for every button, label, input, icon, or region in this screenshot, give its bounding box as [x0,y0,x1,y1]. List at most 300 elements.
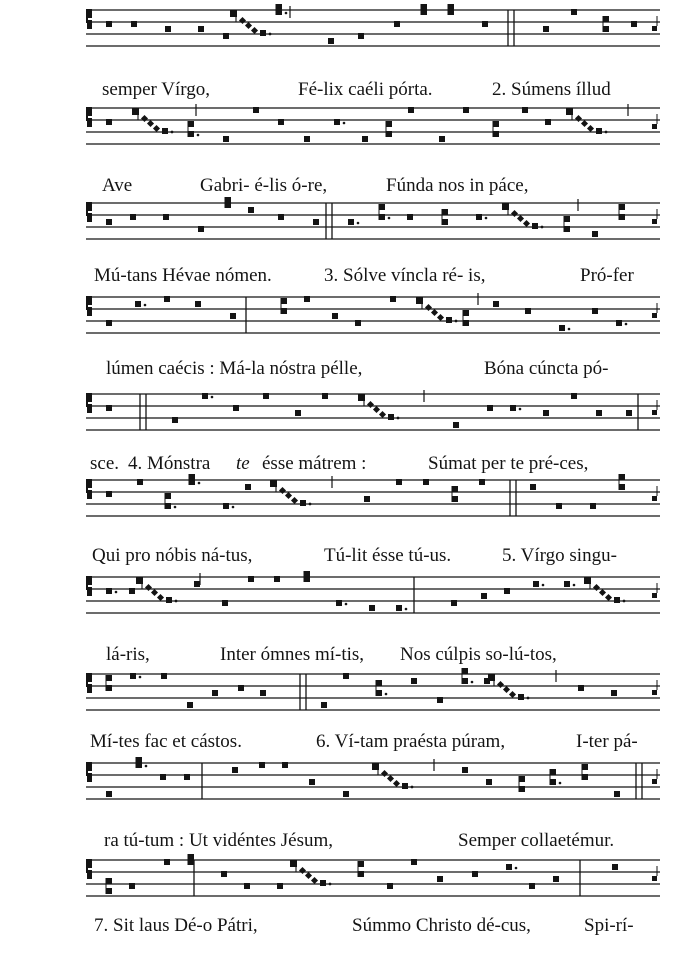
rhombus-note [299,867,306,874]
rhombus-note [153,125,160,132]
rhombus-note [605,594,612,601]
rhombus-note [503,686,510,693]
punctum [313,219,319,225]
punctum [596,410,602,416]
lyric-phrase-italic: te [236,453,250,474]
lyric-line-5 [0,452,688,476]
lyric-phrase: 4. Mónstra [128,453,211,474]
staff-3 [0,197,688,257]
punctum [172,417,178,423]
dot [197,134,200,137]
punctum [439,136,445,142]
punctum [394,21,400,27]
punctum [131,21,137,27]
dot [285,12,288,15]
lyric-phrase: sce. [90,453,120,474]
lyric-phrase: Pró-fer [580,265,634,286]
punctum [616,320,622,326]
punctum [442,219,448,225]
dot [625,323,628,326]
lyric-phrase: 6. Ví-tam praésta púram, [316,731,506,752]
lyric-phrase: Súmmo Christo dé-cus, [352,915,531,936]
punctum [129,883,135,889]
punctum [253,107,259,113]
punctum [619,204,625,210]
staff-8 [0,668,688,728]
punctum [233,405,239,411]
rhombus-note [245,22,252,29]
punctum [162,128,168,134]
staff-2 [0,102,688,162]
dot [144,304,147,307]
dot [568,328,571,331]
punctum [388,414,394,420]
lyric-phrase: I-ter pá- [576,731,638,752]
punctum [106,685,112,691]
punctum [446,317,452,323]
dot [519,408,522,411]
punctum [221,871,227,877]
punctum [442,209,448,215]
punctum [525,308,531,314]
dot [309,503,312,506]
dot [269,33,272,36]
staff-6 [0,474,688,534]
punctum [462,668,468,674]
staff-1 [0,4,688,64]
punctum [304,136,310,142]
punctum [556,503,562,509]
punctum [164,296,170,302]
lyric-phrase: ésse mátrem : [262,453,367,474]
custos-icon [652,313,657,318]
punctum [463,107,469,113]
punctum [260,690,266,696]
punctum [135,301,141,307]
punctum [614,791,620,797]
punctum [386,131,392,137]
punctum [482,21,488,27]
custos-icon [652,219,657,224]
rhombus-note [147,120,154,127]
punctum [343,673,349,679]
punctum [358,861,364,867]
lyric-phrase: Tú-lit ésse tú-us. [324,545,452,566]
custos-icon [652,410,657,415]
punctum [493,131,499,137]
punctum [519,786,525,792]
dot [345,603,348,606]
punctum [571,9,577,15]
punctum [328,38,334,44]
rhombus-note [511,210,518,217]
punctum [223,33,229,39]
lyric-line-10 [0,914,688,938]
punctum [322,393,328,399]
punctum [550,769,556,775]
punctum [421,4,427,10]
punctum [300,500,306,506]
punctum [198,226,204,232]
punctum [106,878,112,884]
dot [175,600,178,603]
punctum [481,593,487,599]
lyric-phrase: Spi-rí- [584,915,634,936]
punctum [411,678,417,684]
rhombus-note [145,584,152,591]
punctum [463,310,469,316]
punctum [263,393,269,399]
punctum [553,876,559,882]
lyric-phrase: Gabri- é-lis ó-re, [200,175,328,196]
punctum [223,503,229,509]
punctum [248,207,254,213]
staff-4 [0,291,688,351]
dot [623,600,626,603]
punctum [277,883,283,889]
dot [542,584,545,587]
lyric-line-1 [0,78,688,102]
rhombus-note [509,691,516,698]
dot [329,883,332,886]
punctum [321,702,327,708]
punctum [184,774,190,780]
rhombus-note [367,401,374,408]
punctum [260,30,266,36]
lyric-line-9 [0,829,688,853]
rhombus-note [141,115,148,122]
punctum [448,4,454,10]
punctum [343,791,349,797]
punctum [437,697,443,703]
dot [174,506,177,509]
rhombus-note [239,17,246,24]
punctum [189,474,195,480]
punctum [137,479,143,485]
punctum [202,393,208,399]
punctum [510,405,516,411]
punctum [564,581,570,587]
punctum [244,883,250,889]
punctum [248,576,254,582]
punctum [484,678,490,684]
staff-9 [0,757,688,817]
lyric-phrase: ra tú-tum : Ut vidéntes Jésum, [104,830,334,851]
punctum [165,503,171,509]
punctum [543,410,549,416]
punctum [559,325,565,331]
lyric-phrase: Fé-lix caéli pórta. [298,79,433,100]
punctum [453,422,459,428]
punctum [106,320,112,326]
dot [527,697,530,700]
lyric-phrase: Nos cúlpis so-lú-tos, [400,644,557,665]
lyric-line-4 [0,357,688,381]
dot [198,482,201,485]
rhombus-note [587,125,594,132]
punctum [476,214,482,220]
dot [388,217,391,220]
rhombus-note [523,220,530,227]
punctum [278,119,284,125]
punctum [212,690,218,696]
punctum [274,576,280,582]
dot [485,217,488,220]
lyric-phrase: Bóna cúncta pó- [484,358,609,379]
dot [541,226,544,229]
lyric-line-7 [0,643,688,667]
rhombus-note [373,406,380,413]
rhombus-note [581,120,588,127]
punctum [522,107,528,113]
punctum [452,486,458,492]
punctum [106,491,112,497]
punctum [223,136,229,142]
punctum [281,298,287,304]
punctum [612,864,618,870]
lyric-line-3 [0,264,688,288]
punctum [463,320,469,326]
punctum [472,871,478,877]
dot [145,765,148,768]
punctum [590,503,596,509]
custos-icon [652,26,657,31]
punctum [396,479,402,485]
punctum [334,119,340,125]
lyric-phrase: lá-ris, [106,644,150,665]
dot [139,676,142,679]
punctum [245,484,251,490]
dot [605,131,608,134]
punctum [379,204,385,210]
rhombus-note [431,309,438,316]
punctum [423,479,429,485]
rhombus-note [599,589,606,596]
punctum [188,121,194,127]
punctum [487,405,493,411]
punctum [309,779,315,785]
dot [357,222,360,225]
punctum [358,871,364,877]
punctum [222,600,228,606]
punctum [106,21,112,27]
lyric-phrase: Mú-tans Hévae nómen. [94,265,272,286]
punctum [619,474,625,480]
rhombus-note [575,115,582,122]
rhombus-note [497,681,504,688]
dot [411,786,414,789]
lyric-line-2 [0,174,688,198]
dot [385,693,388,696]
lyric-phrase: 3. Sólve víncla ré- is, [324,265,486,286]
lyric-phrase: Inter ómnes mí-tis, [220,644,365,665]
rhombus-note [387,775,394,782]
custos-icon [652,876,657,881]
punctum [195,301,201,307]
punctum [106,791,112,797]
punctum [187,702,193,708]
punctum [387,883,393,889]
punctum [582,764,588,770]
rhombus-note [393,780,400,787]
dot [405,608,408,611]
lyric-phrase: 5. Vírgo singu- [502,545,617,566]
punctum [336,600,342,606]
lyric-phrase: Ave [102,175,133,196]
custos-icon [652,593,657,598]
rhombus-note [425,304,432,311]
lyric-phrase: Fúnda nos in páce, [386,175,529,196]
punctum [188,854,194,860]
punctum [364,496,370,502]
lyric-phrase: 7. Sit laus Dé-o Pátri, [94,915,258,936]
punctum [225,197,231,203]
dot [515,867,518,870]
dot [559,782,562,785]
rhombus-note [311,877,318,884]
punctum [295,410,301,416]
punctum [165,26,171,32]
punctum [603,26,609,32]
punctum [230,313,236,319]
punctum [578,685,584,691]
punctum [358,33,364,39]
punctum [136,757,142,763]
punctum [281,308,287,314]
punctum [619,484,625,490]
custos-icon [652,496,657,501]
punctum [532,223,538,229]
punctum [362,136,368,142]
punctum [106,219,112,225]
punctum [376,690,382,696]
punctum [320,880,326,886]
rhombus-note [437,314,444,321]
dot [573,584,576,587]
punctum [504,588,510,594]
rhombus-note [381,770,388,777]
staff-5 [0,388,688,448]
punctum [479,479,485,485]
rhombus-note [593,584,600,591]
punctum [165,493,171,499]
rhombus-note [517,215,524,222]
lyric-phrase: 2. Súmens íllud [492,79,611,100]
punctum [493,121,499,127]
punctum [550,779,556,785]
punctum [596,128,602,134]
punctum [278,214,284,220]
punctum [614,597,620,603]
punctum [348,219,354,225]
punctum [486,779,492,785]
punctum [232,767,238,773]
punctum [592,231,598,237]
punctum [619,214,625,220]
staff-7 [0,571,688,631]
punctum [407,214,413,220]
punctum [451,600,457,606]
staff-10 [0,854,688,914]
dot [211,396,214,399]
punctum [603,16,609,22]
punctum [386,121,392,127]
punctum [106,675,112,681]
punctum [166,597,172,603]
punctum [519,776,525,782]
punctum [411,859,417,865]
punctum [332,313,338,319]
punctum [188,131,194,137]
dot [343,122,346,125]
punctum [462,767,468,773]
lyric-phrase: lúmen caécis : Má-la nóstra pélle, [106,358,363,379]
punctum [304,296,310,302]
punctum [631,21,637,27]
rhombus-note [305,872,312,879]
punctum [160,774,166,780]
lyric-phrase: Mí-tes fac et cástos. [90,731,242,752]
punctum [238,685,244,691]
punctum [545,119,551,125]
punctum [130,673,136,679]
dot [455,320,458,323]
punctum [194,581,200,587]
lyric-phrase: semper Vírgo, [102,79,211,100]
punctum [493,301,499,307]
punctum [533,581,539,587]
rhombus-note [379,411,386,418]
punctum [106,405,112,411]
punctum [571,393,577,399]
punctum [163,214,169,220]
punctum [611,690,617,696]
punctum [518,694,524,700]
punctum [106,588,112,594]
punctum [530,484,536,490]
rhombus-note [279,487,286,494]
punctum [506,864,512,870]
custos-icon [652,124,657,129]
punctum [304,571,310,577]
punctum [379,214,385,220]
custos-icon [652,690,657,695]
punctum [592,308,598,314]
lyric-phrase: Semper collaetémur. [458,830,615,851]
punctum [564,216,570,222]
lyric-phrase: Qui pro nóbis ná-tus, [92,545,253,566]
punctum [452,496,458,502]
custos-icon [652,779,657,784]
punctum [259,762,265,768]
punctum [626,410,632,416]
dot [232,506,235,509]
punctum [276,4,282,10]
lyric-line-6 [0,544,688,568]
punctum [106,888,112,894]
lyric-phrase: Súmat per te pré-ces, [428,453,589,474]
dot [171,131,174,134]
rhombus-note [151,589,158,596]
dot [397,417,400,420]
punctum [402,783,408,789]
rhombus-note [157,594,164,601]
punctum [408,107,414,113]
punctum [282,762,288,768]
lyric-line-8 [0,730,688,754]
rhombus-note [291,497,298,504]
punctum [582,774,588,780]
